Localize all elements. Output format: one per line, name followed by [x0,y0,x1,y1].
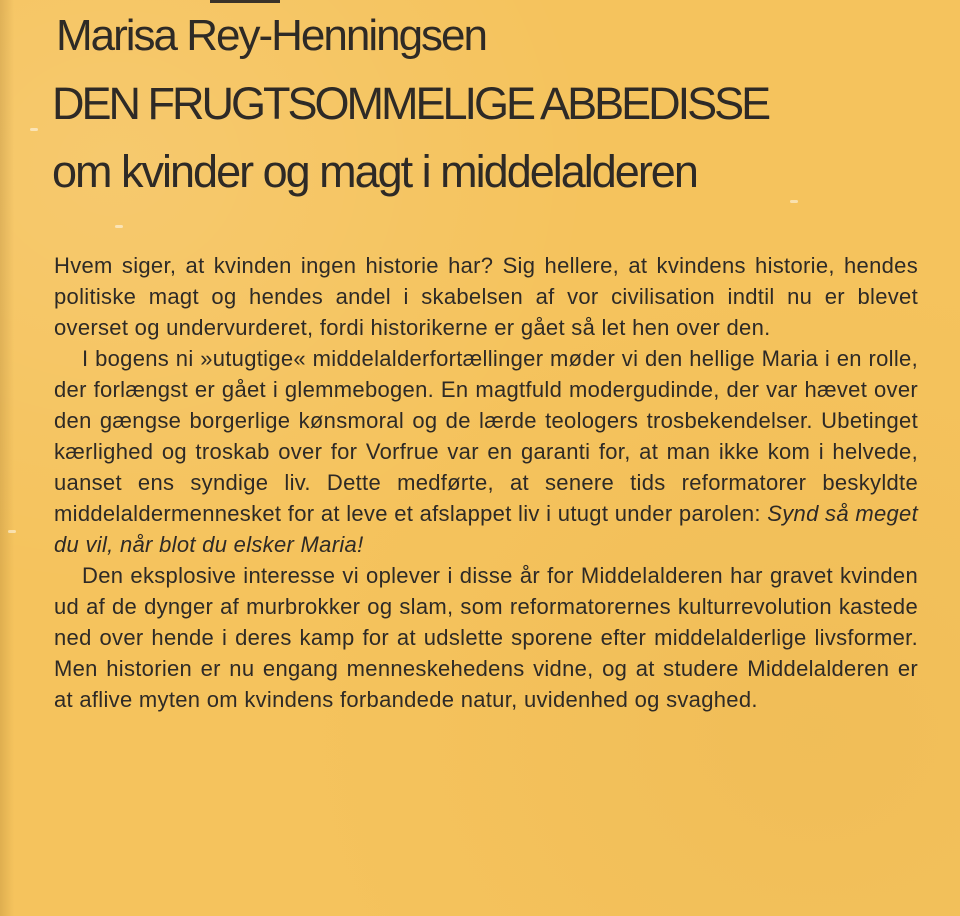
paper-speck [30,128,38,131]
blurb-paragraph-3: Den eksplosive interesse vi oplever i disse år for Middelalderen har gravet kvinden ud af de dynger af murbrokker og slam, som reformatorernes kulturrevolution kastede ned over hende i deres kamp for at udslette sporene efter middelalderlige livsformer. Men historien er nu engang menneskehedens vidne, og at studere Middelalderen er at aflive myten om kvindens forbandede natur, uvidenhed og svaghed. [54,563,918,712]
book-title: DEN FRUGTSOMMELIGE ABBEDISSE [52,78,769,129]
book-subtitle: om kvinder og magt i middelalderen [52,146,697,197]
author-name: Marisa Rey-Henningsen [56,11,486,60]
page-edge-shadow [0,0,14,916]
top-edge-mark [210,0,280,3]
blurb-paragraph-2-text: I bogens ni »utugtige« middelalderfortællinger møder vi den hellige Maria i en rolle, der forlængst er gået i glemmebogen. En magtfuld modergudinde, der var hævet over den gængse borgerlige kønsmoral og de lærde teologers trosbekendelser. Ubetinget kærlighed og troskab over for Vorfrue var en garanti for, at man ikke kom i helvede, uanset ens syndige liv. Dette medførte, at senere tids reformatorer beskyldte middelaldermennesket for at leve et afslappet liv i utugt under parolen: [54,346,918,526]
paper-speck [8,530,16,533]
blurb-paragraph-1: Hvem siger, at kvinden ingen historie har? Sig hellere, at kvindens historie, hendes politiske magt og hendes andel i skabelsen af vor civilisation indtil nu er blevet overset og undervurderet, fordi historikerne er gået så let hen over den. [54,253,918,340]
slogan-quote: Synd så meget du vil, når blot du elsker Maria! [54,501,918,557]
paper-speck [115,225,123,228]
blurb-paragraph-2 [54,343,918,560]
blurb-text [54,250,918,715]
paper-speck [790,200,798,203]
